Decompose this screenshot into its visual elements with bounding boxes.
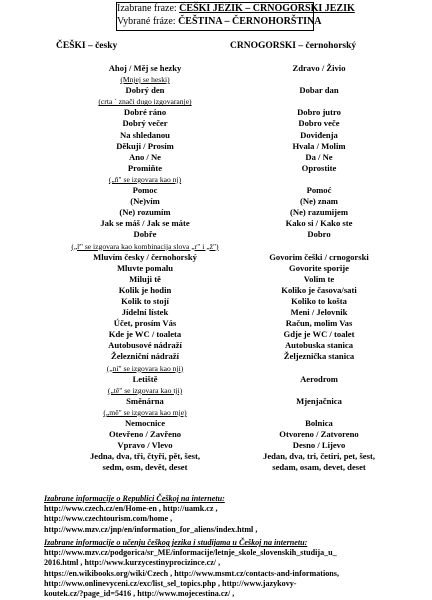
czech-phrase: Jedna, dva, tři, čtyři, pět, šest, [89, 451, 201, 462]
montenegrin-phrase: Bolnica [305, 418, 333, 428]
info-link-line[interactable]: http://www.czech.cz/en/Home-en , http://uamk.cz , [44, 504, 218, 514]
montenegrin-phrase: sedam, osam, devet, deset [272, 462, 366, 473]
czech-phrase: Dobře [133, 229, 157, 240]
phrase-row [0, 130, 432, 141]
montenegrin-phrase: Koliko to košta [291, 295, 347, 306]
info-section-republic [44, 494, 257, 535]
phrase-row [0, 285, 432, 296]
montenegrin-phrase: Meni / Jelovnik [290, 307, 348, 318]
info-heading-republic: Izabrane informacije o Republici Češkoj na internetu: [44, 494, 225, 503]
info-link-line[interactable]: 2016.html , http://www.kurzycestinyprocizince.cz/ , [44, 558, 221, 568]
montenegrin-phrase: Govorite sporije [289, 262, 349, 273]
phrase-row [0, 429, 432, 440]
pronunciation-note: („ř" se izgovara kao kombinacija slova „r" i „ž") [71, 241, 219, 251]
phrase-row [0, 440, 432, 451]
title-line-2-bold: ČEŠTINA – ČERNOHORŠTINA [178, 15, 322, 27]
czech-phrase: Železniční nádraží [110, 351, 180, 362]
phrase-row [0, 152, 432, 163]
czech-phrase: Letiště [132, 373, 158, 384]
montenegrin-phrase: Dobro jutro [297, 107, 341, 118]
title-line-1 [117, 3, 355, 16]
czech-phrase: Vpravo / Vlevo [117, 440, 173, 451]
phrase-row [0, 407, 432, 418]
czech-phrase: Promiňte [127, 162, 163, 173]
phrase-row [0, 118, 432, 129]
info-link-line[interactable]: koutek.cz/?page_id=5416 , http://www.mojecestina.cz/ , [44, 589, 235, 599]
phrase-row [0, 174, 432, 185]
phrase-row [0, 252, 432, 263]
czech-phrase: Kolik je hodin [118, 284, 172, 295]
montenegrin-phrase: (Ne) razumijem [290, 207, 348, 218]
phrase-row [0, 462, 432, 473]
phrase-row [0, 107, 432, 118]
phrase-row [0, 74, 432, 85]
info-link-line[interactable]: https://en.wikibooks.org/wiki/Czech , http://www.msmt.cz/contacts-and-informations, [44, 568, 339, 578]
phrase-row [0, 163, 432, 174]
phrase-row [0, 241, 432, 252]
column-header-montenegrin: CRNOGORSKI – černohorský [230, 41, 357, 51]
montenegrin-phrase: Da / Ne [305, 151, 333, 162]
phrase-table [0, 63, 432, 473]
info-link-line[interactable]: http://www.onlinevyceni.cz/exc/list_sel_topics.php , http://www.jazykovy- [44, 578, 297, 588]
czech-phrase: sedm, osm, devět, deset [102, 462, 188, 473]
pronunciation-note: (crta ´ znači dugo izgovaranje) [98, 97, 192, 107]
info-heading-language: Izabrane informacije o učenju češkog jezika i studijama u Češkoj na internetu: [44, 538, 308, 547]
montenegrin-phrase: Doviđenja [300, 129, 338, 140]
phrase-row [0, 185, 432, 196]
info-link-line[interactable]: http://www.mzv.cz/podgorica/sr_ME/informacije/letnje_skole_slovenskih_studija_u_ [44, 548, 337, 558]
pronunciation-note: („ní" se izgovara kao nji) [106, 363, 184, 373]
czech-phrase: Mluvte pomalu [116, 262, 174, 273]
montenegrin-phrase: Otvoreno / Zatvoreno [279, 429, 359, 440]
pronunciation-note: („tě" se izgovara kao tji) [107, 385, 183, 395]
phrase-row [0, 351, 432, 362]
montenegrin-phrase: Pomoć [306, 185, 332, 196]
phrase-row [0, 274, 432, 285]
czech-phrase: Dobré ráno [123, 107, 167, 118]
phrase-row [0, 385, 432, 396]
phrase-row [0, 418, 432, 429]
czech-phrase: Nemocnice [124, 418, 166, 428]
phrase-row [0, 85, 432, 96]
czech-phrase: Účet, prosím Vás [113, 318, 177, 329]
phrase-row [0, 96, 432, 107]
montenegrin-phrase: Račun, molim Vas [285, 318, 353, 329]
title-line-1-bold: ČEŠKI JEZIK – CRNOGORSKI JEZIK [179, 3, 355, 14]
montenegrin-phrase: Dobro veče [298, 118, 340, 129]
montenegrin-phrase: Aerodrom [300, 373, 338, 384]
czech-phrase: Na shledanou [120, 129, 170, 140]
czech-phrase: Jídelní lístek [121, 307, 169, 318]
phrase-row [0, 396, 432, 407]
pronunciation-note: („mě" se izgovara kao mje) [103, 407, 187, 417]
montenegrin-phrase: Mjenjačnica [296, 395, 342, 406]
phrase-row [0, 307, 432, 318]
info-link-line[interactable]: http://www.czechtourism.com/home , [44, 514, 173, 524]
phrase-row [0, 218, 432, 229]
czech-phrase: Ahoj / Měj se hezky [108, 63, 182, 73]
phrase-row [0, 207, 432, 218]
phrase-row [0, 141, 432, 152]
czech-phrase: Dobrý večer [122, 118, 168, 129]
montenegrin-phrase: Kako si / Kako ste [285, 218, 353, 229]
montenegrin-phrase: (Ne) znam [300, 196, 338, 207]
montenegrin-phrase: Hvala / Molim [292, 140, 346, 151]
info-section-language [44, 538, 339, 599]
phrase-row [0, 318, 432, 329]
czech-phrase: Ano / Ne [129, 151, 161, 162]
phrase-row [0, 329, 432, 340]
montenegrin-phrase: Dobar dan [299, 85, 339, 96]
czech-phrase: Směnárna [126, 395, 164, 406]
czech-phrase: Pomoc [132, 185, 158, 196]
czech-phrase: Kde je WC / toaleta [108, 329, 182, 340]
czech-phrase: (Ne) rozumím [119, 207, 171, 218]
pronunciation-note: (Mnjej se heski) [120, 75, 170, 85]
info-link-line[interactable]: http://www.mzv.cz/jnp/en/information_for_aliens/index.html , [44, 524, 258, 534]
title-line-1-prefix: Izabrane fraze: [117, 3, 177, 14]
czech-phrase: Jak se máš / Jak se máte [100, 218, 190, 229]
czech-phrase: Dobrý den [125, 85, 165, 96]
phrase-row [0, 229, 432, 240]
phrase-row [0, 363, 432, 374]
czech-phrase: Kolik to stojí [121, 295, 169, 306]
montenegrin-phrase: Autobuska stanica [284, 340, 354, 351]
montenegrin-phrase: Željeznička stanica [283, 351, 355, 362]
column-header-czech: ČEŠKI – česky [56, 41, 118, 51]
title-line-2-prefix: Vybrané fráze: [117, 15, 176, 27]
montenegrin-phrase: Oprostite [301, 162, 337, 173]
montenegrin-phrase: Zdravo / Živio [292, 63, 346, 73]
phrase-row [0, 263, 432, 274]
phrase-row [0, 63, 432, 74]
montenegrin-phrase: Jedan, dva, tri, četiri, pet, šest, [263, 451, 375, 462]
phrase-row [0, 374, 432, 385]
title-box [116, 2, 355, 31]
czech-phrase: Děkuji / Prosím [116, 140, 174, 151]
pronunciation-note: („ň" se izgovara kao nj) [108, 174, 182, 184]
phrase-row [0, 296, 432, 307]
czech-phrase: Miluji tě [129, 273, 161, 284]
czech-phrase: (Ne)vím [130, 196, 160, 207]
montenegrin-phrase: Dobro [307, 229, 331, 240]
montenegrin-phrase: Desno / Lijevo [292, 440, 346, 451]
phrase-row [0, 340, 432, 351]
montenegrin-phrase: Koliko je časova/sati [281, 284, 357, 295]
phrase-row [0, 451, 432, 462]
title-line-2 [117, 15, 322, 29]
montenegrin-phrase: Govorim češki / crnogorski [269, 251, 369, 262]
phrase-row [0, 196, 432, 207]
czech-phrase: Otevřeno / Zavřeno [108, 429, 182, 440]
czech-phrase: Mluvím česky / černohorský [93, 251, 197, 262]
montenegrin-phrase: Gdje je WC / toalet [283, 329, 355, 340]
montenegrin-phrase: Volim te [303, 273, 335, 284]
czech-phrase: Autobusové nádraží [108, 340, 182, 351]
